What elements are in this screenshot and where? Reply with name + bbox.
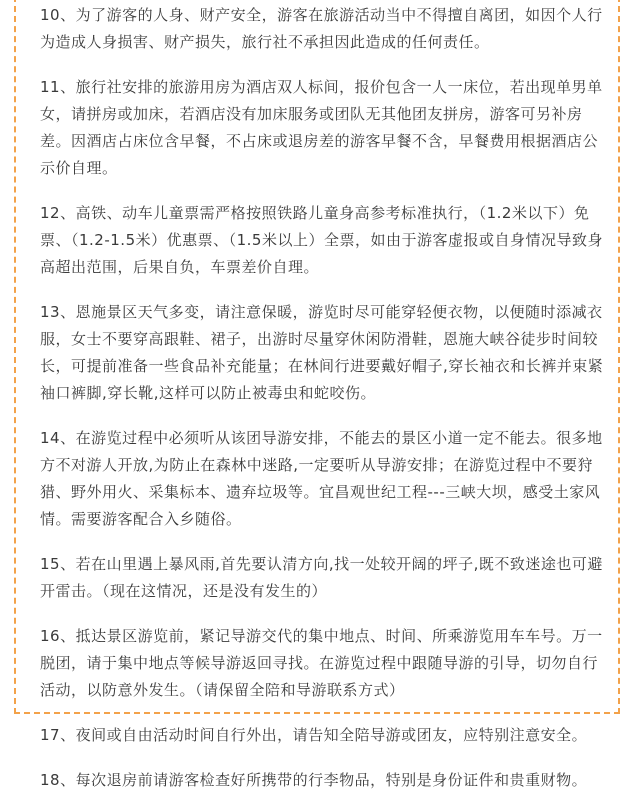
notice-item-16: 16、抵达景区游览前，紧记导游交代的集中地点、时间、所乘游览用车车号。万一脱团，请于集中地点等候导游返回寻找。在游览过程中跟随导游的引导，切勿自行活动，以防意外发生。（请保留全陪和导游联系方式） (40, 627, 603, 699)
notice-item-18: 18、每次退房前请游客检查好所携带的行李物品，特别是身份证件和贵重财物。 (40, 771, 588, 789)
notice-item-14: 14、在游览过程中必须听从该团导游安排，不能去的景区小道一定不能去。很多地方不对游人开放,为防止在森林中迷路,一定要听从导游安排；在游览过程中不要狩猎、野外用火、采集标本、遗弃垃圾等。宜昌观世纪工程---三峡大坝，感受土家风情。需要游客配合入乡随俗。 (40, 429, 603, 528)
notice-item-13: 13、恩施景区天气多变，请注意保暖，游览时尽可能穿轻便衣物，以便随时添减衣服，女士不要穿高跟鞋、裙子，出游时尽量穿休闲防滑鞋，恩施大峡谷徒步时间较长，可提前准备一些食品补充能量；在林间行进要戴好帽子,穿长袖衣和长裤并束紧袖口裤脚,穿长靴,这样可以防止被毒虫和蛇咬伤。 (40, 303, 604, 402)
notice-item-10: 10、为了游客的人身、财产安全，游客在旅游活动当中不得擅自离团，如因个人行为造成人身损害、财产损失，旅行社不承担因此造成的任何责任。 (40, 6, 603, 51)
notice-item-17: 17、夜间或自由活动时间自行外出，请告知全陪导游或团友，应特别注意安全。 (40, 726, 588, 744)
notice-list (40, 0, 606, 812)
notice-item-15: 15、若在山里遇上暴风雨,首先要认清方向,找一处较开阔的坪子,既不致迷途也可避开雷击。（现在这情况，还是没有发生的） (40, 555, 603, 600)
notice-item-11: 11、旅行社安排的旅游用房为酒店双人标间，报价包含一人一床位，若出现单男单女，请拼房或加床，若酒店没有加床服务或团队无其他团友拼房，游客可另补房差。因酒店占床位含早餐，不占床或退房差的游客早餐不含，早餐费用根据酒店公示价自理。 (40, 78, 603, 177)
notice-item-12: 12、高铁、动车儿童票需严格按照铁路儿童身高参考标准执行，（1.2米以下）免票、（1.2-1.5米）优惠票、（1.5米以上）全票，如由于游客虚报或自身情况导致身高超出范围，后果自负，车票差价自理。 (40, 204, 603, 276)
